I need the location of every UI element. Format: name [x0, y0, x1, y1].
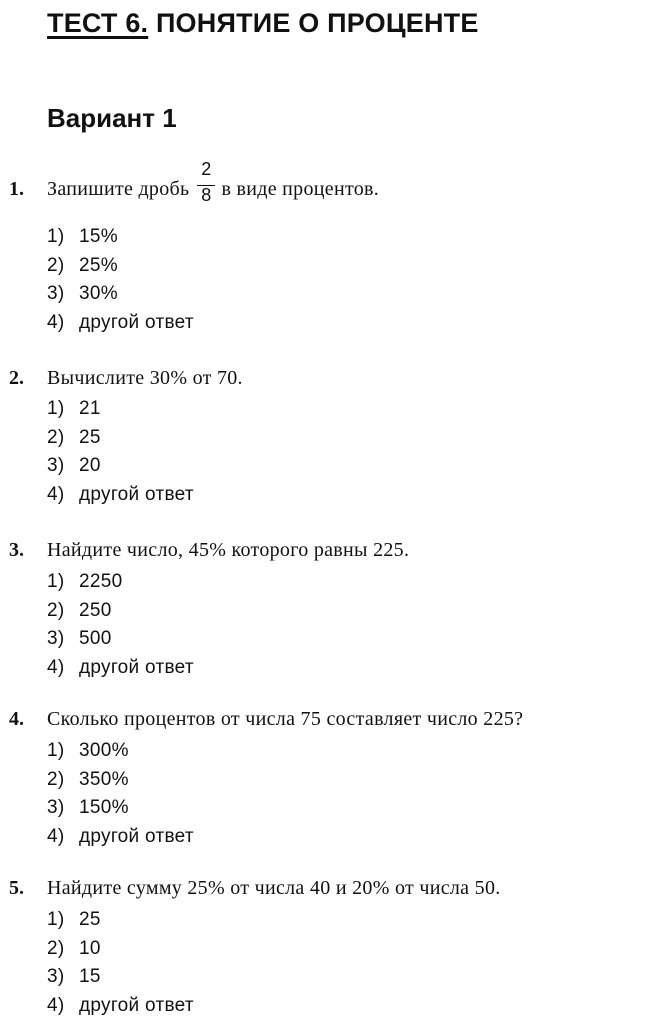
answer-option[interactable]: [47, 252, 118, 280]
fraction: [197, 159, 215, 205]
answer-option[interactable]: [47, 737, 129, 765]
question-number: 4.: [9, 708, 24, 730]
question-text: [47, 159, 380, 205]
option-label: 300%: [79, 740, 129, 761]
option-number: 2): [47, 768, 65, 790]
answer-option[interactable]: [47, 625, 112, 653]
answer-option[interactable]: [47, 654, 194, 682]
answer-option[interactable]: [47, 766, 129, 794]
answer-option[interactable]: [47, 935, 101, 963]
answer-option[interactable]: [47, 992, 194, 1020]
option-label: 15: [79, 966, 101, 987]
option-label: 350%: [79, 768, 129, 790]
option-number: 2): [47, 937, 65, 959]
option-label: 25: [79, 909, 101, 930]
option-label: 25: [79, 426, 101, 448]
option-label: другой ответ: [79, 825, 194, 847]
option-label: 250: [79, 599, 112, 621]
option-label: 21: [79, 398, 101, 419]
option-label: 2250: [79, 571, 123, 592]
answer-option[interactable]: [47, 280, 118, 308]
option-label: 25%: [79, 254, 118, 276]
option-number: 1): [47, 909, 65, 930]
question-text: Вычислите 30% от 70.: [47, 367, 243, 389]
option-number: 4): [47, 994, 65, 1016]
option-number: 1): [47, 226, 65, 247]
question-text: Сколько процентов от числа 75 составляет число 225?: [47, 708, 524, 730]
answer-option[interactable]: [47, 452, 101, 480]
option-number: 3): [47, 797, 65, 818]
answer-option[interactable]: [47, 309, 194, 337]
question-number: 2.: [9, 367, 24, 389]
option-number: 1): [47, 398, 65, 419]
option-number: 1): [47, 740, 65, 761]
question-number: 1.: [9, 178, 24, 200]
option-number: 2): [47, 254, 65, 276]
question-text-before: Запишите дробь: [47, 178, 190, 200]
answer-option[interactable]: [47, 424, 101, 452]
option-label: 20: [79, 455, 101, 476]
option-label: 10: [79, 937, 101, 959]
test-number-label: ТЕСТ 6.: [47, 8, 149, 38]
option-number: 4): [47, 311, 65, 333]
answer-option[interactable]: [47, 568, 122, 596]
option-label: другой ответ: [79, 994, 194, 1016]
option-number: 4): [47, 825, 65, 847]
option-number: 3): [47, 966, 65, 987]
option-number: 4): [47, 656, 65, 678]
fraction-numerator: 2: [201, 159, 212, 179]
option-label: 30%: [79, 283, 118, 304]
answer-option[interactable]: [47, 223, 118, 251]
question-number: 3.: [9, 539, 24, 561]
answer-option[interactable]: [47, 597, 112, 625]
answer-option[interactable]: [47, 823, 194, 851]
variant-heading: Вариант 1: [47, 103, 177, 133]
fraction-denominator: 8: [201, 185, 212, 205]
question-number: 5.: [9, 877, 24, 899]
option-label: другой ответ: [79, 483, 194, 505]
question-text-after: в виде процентов.: [221, 178, 380, 200]
option-label: 15%: [79, 226, 118, 247]
option-label: другой ответ: [79, 311, 194, 333]
answer-option[interactable]: [47, 963, 101, 991]
option-number: 4): [47, 483, 65, 505]
option-label: другой ответ: [79, 656, 194, 678]
answer-option[interactable]: [47, 906, 101, 934]
test-topic: ПОНЯТИЕ О ПРОЦЕНТЕ: [155, 8, 479, 38]
option-label: 150%: [79, 797, 129, 818]
question-text: Найдите сумму 25% от числа 40 и 20% от числа 50.: [47, 877, 501, 899]
option-number: 2): [47, 426, 65, 448]
option-label: 500: [79, 628, 112, 649]
option-number: 3): [47, 628, 65, 649]
option-number: 2): [47, 599, 65, 621]
answer-option[interactable]: [47, 481, 194, 509]
option-number: 3): [47, 455, 65, 476]
option-number: 1): [47, 571, 65, 592]
option-number: 3): [47, 283, 65, 304]
answer-option[interactable]: [47, 794, 129, 822]
question-text: Найдите число, 45% которого равны 225.: [47, 539, 410, 561]
page-title: [47, 6, 479, 40]
answer-option[interactable]: [47, 395, 101, 423]
